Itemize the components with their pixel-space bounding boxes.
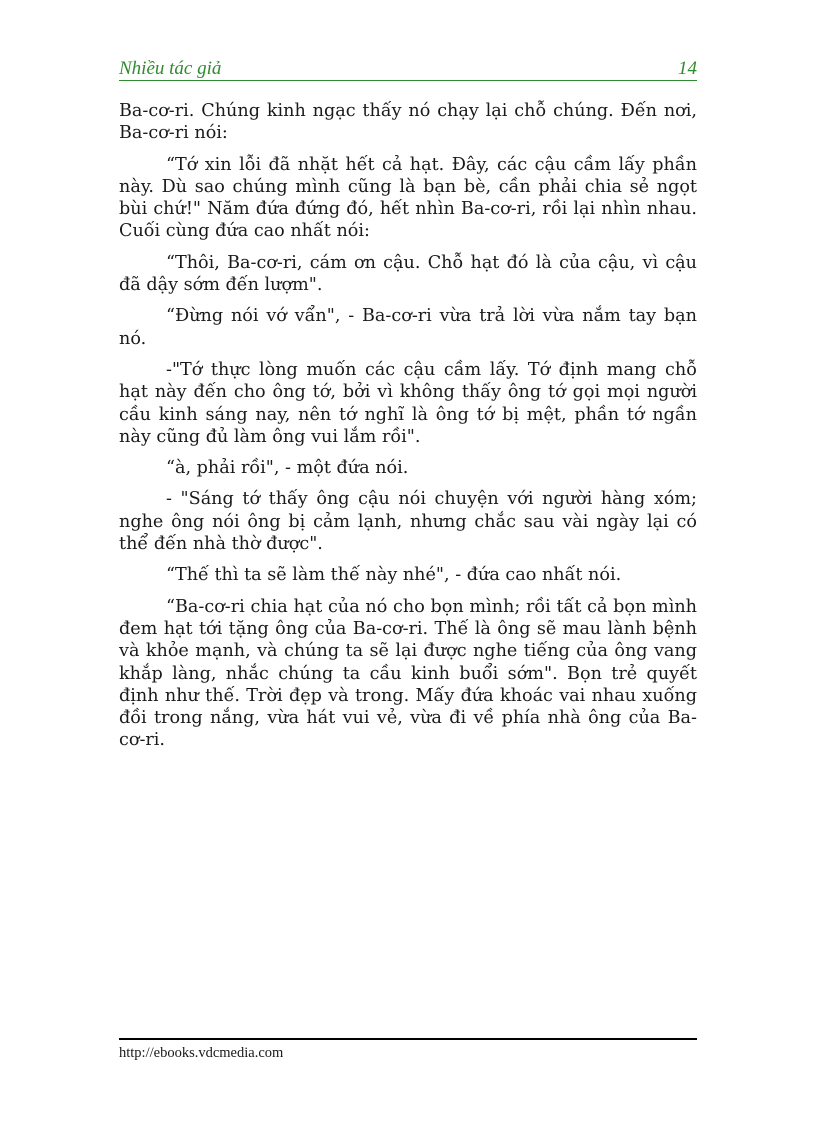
- paragraph: “à, phải rồi", - một đứa nói.: [166, 458, 409, 479]
- footer-url-link[interactable]: http://ebooks.vdcmedia.com: [119, 1045, 284, 1061]
- page-body: [119, 100, 697, 761]
- paragraph: “Đừng nói vớ vẩn", - Ba-cơ-ri vừa trả lời vừa nắm tay bạn nó.: [119, 306, 697, 349]
- footer-divider: [119, 1038, 697, 1040]
- paragraph: -"Tớ thực lòng muốn các cậu cầm lấy. Tớ định mang chỗ hạt này đến cho ông tớ, bởi vì không thấy ông tớ gọi mọi người cầu kinh sáng nay, nên tớ nghĩ là ông tớ bị mệt, phần tớ ngần này cũng đủ làm ông vui lắm rồi".: [119, 359, 697, 447]
- paragraph: “Tớ xin lỗi đã nhặt hết cả hạt. Đây, các cậu cầm lấy phần này. Dù sao chúng mình cũng là bạn bè, cần phải chia sẻ ngọt bùi chứ!" Năm đứa đứng đó, hết nhìn Ba-cơ-ri, rồi lại nhìn nhau. Cuối cùng đứa cao nhất nói:: [119, 154, 697, 242]
- page-header: [119, 58, 697, 81]
- page-number: 14: [678, 58, 697, 79]
- paragraph: “Thôi, Ba-cơ-ri, cám ơn cậu. Chỗ hạt đó là của cậu, vì cậu đã dậy sớm đến lượm".: [119, 252, 697, 296]
- paragraph: - "Sáng tớ thấy ông cậu nói chuyện với người hàng xóm; nghe ông nói ông bị cảm lạnh, nhưng chắc sau vài ngày lại có thể đến nhà thờ được".: [119, 489, 697, 555]
- paragraph: “Ba-cơ-ri chia hạt của nó cho bọn mình; rồi tất cả bọn mình đem hạt tới tặng ông của Ba-cơ-ri. Thế là ông sẽ mau lành bệnh và khỏe mạnh, và chúng ta sẽ lại được nghe tiếng của ông vang khắp làng, nhắc chúng ta cầu kinh buổi sớm". Bọn trẻ quyết định như thế. Trời đẹp và trong. Mấy đứa khoác vai nhau xuống đồi trong nắng, vừa hát vui vẻ, vừa đi về phía nhà ông của Ba-cơ-ri.: [119, 596, 697, 751]
- paragraph: Ba-cơ-ri. Chúng kinh ngạc thấy nó chạy lại chỗ chúng. Đến nơi, Ba-cơ-ri nói:: [119, 101, 697, 144]
- book-author: Nhiều tác giả: [119, 58, 222, 79]
- paragraph: “Thế thì ta sẽ làm thế này nhé", - đứa cao nhất nói.: [166, 565, 622, 586]
